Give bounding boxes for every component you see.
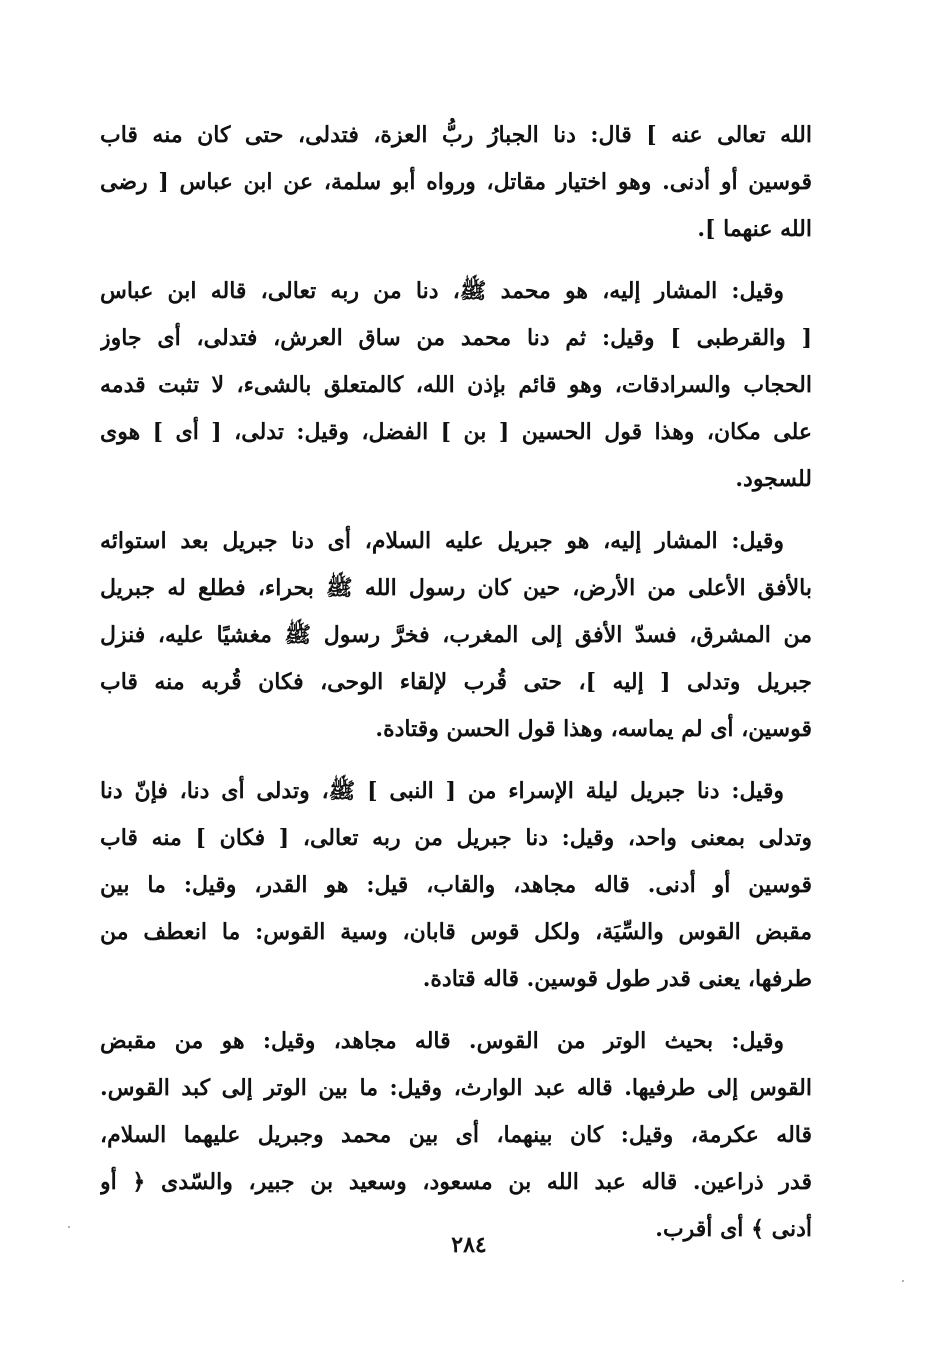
text-line: قوسين، أى لم يماسه، وهذا قول الحسن وقتادة. xyxy=(375,716,812,742)
text-line: قدر ذراعين. قاله عبد الله بن مسعود، وسعيد بن جبير، والسّدى ﴿ أو xyxy=(100,1169,812,1195)
text-line: وتدلى بمعنى واحد، وقيل: دنا جبريل من ربه تعالى، [ فكان ] منه قاب xyxy=(100,825,812,851)
paragraph-5 xyxy=(100,1018,812,1253)
text-line: قوسين أو أدنى. قاله مجاهد، والقاب، قيل: هو القدر، وقيل: ما بين xyxy=(100,872,812,898)
text-line: من المشرق، فسدّ الأفق إلى المغرب، فخرَّ رسول ﷺ مغشيًا عليه، فنزل xyxy=(100,622,812,648)
text-line: بالأفق الأعلى من الأرض، حين كان رسول الله ﷺ بحراء، فطلع له جبريل xyxy=(100,575,812,601)
text-line: أدنى ﴾ أى أقرب. xyxy=(655,1216,812,1242)
text-line: قوسين أو أدنى. وهو اختيار مقاتل، ورواه أبو سلمة، عن ابن عباس [ رضى xyxy=(100,169,812,195)
text-line: الله عنهما ]. xyxy=(697,216,812,242)
page-number: ٢٨٤ xyxy=(451,1232,487,1258)
text-line: على مكان، وهذا قول الحسين [ بن ] الفضل، وقيل: تدلى، [ أى ] هوى xyxy=(100,419,812,445)
paragraph-3 xyxy=(100,518,812,753)
paragraph-1 xyxy=(100,112,812,253)
paragraph-4 xyxy=(100,768,812,1003)
text-line: طرفها، يعنى قدر طول قوسين. قاله قتادة. xyxy=(422,966,812,992)
text-line: وقيل: بحيث الوتر من القوس. قاله مجاهد، وقيل: هو من مقبض xyxy=(100,1028,784,1054)
text-line: الله تعالى عنه ] قال: دنا الجبارُ ربُّ العزة، فتدلى، حتى كان منه قاب xyxy=(100,122,812,148)
text-line: وقيل: المشار إليه، هو محمد ﷺ، دنا من ربه تعالى، قاله ابن عباس xyxy=(100,278,784,304)
text-line: مقبض القوس والسِّيَة، ولكل قوس قابان، وسية القوس: ما انعطف من xyxy=(100,919,812,945)
scan-speck xyxy=(68,1226,70,1228)
text-line: [ والقرطبى ] وقيل: ثم دنا محمد من ساق العرش، فتدلى، أى جاوز xyxy=(100,325,812,351)
scan-speck xyxy=(902,1280,904,1282)
text-line: الحجاب والسرادقات، وهو قائم بإذن الله، كالمتعلق بالشىء، لا تثبت قدمه xyxy=(100,372,812,398)
text-line: للسجود. xyxy=(735,466,812,492)
paragraph-2 xyxy=(100,268,812,503)
text-line: وقيل: دنا جبريل ليلة الإسراء من [ النبى ] ﷺ، وتدلى أى دنا، فإنّ دنا xyxy=(100,778,784,804)
text-line: وقيل: المشار إليه، هو جبريل عليه السلام، أى دنا جبريل بعد استوائه xyxy=(100,528,784,554)
text-line: جبريل وتدلى [ إليه ]، حتى قُرب لإلقاء الوحى، فكان قُربه منه قاب xyxy=(100,669,812,695)
body-text xyxy=(100,112,812,1268)
text-line: قاله عكرمة، وقيل: كان بينهما، أى بين محمد وجبريل عليهما السلام، xyxy=(100,1122,812,1148)
text-line: القوس إلى طرفيها. قاله عبد الوارث، وقيل: ما بين الوتر إلى كبد القوس. xyxy=(100,1075,812,1101)
